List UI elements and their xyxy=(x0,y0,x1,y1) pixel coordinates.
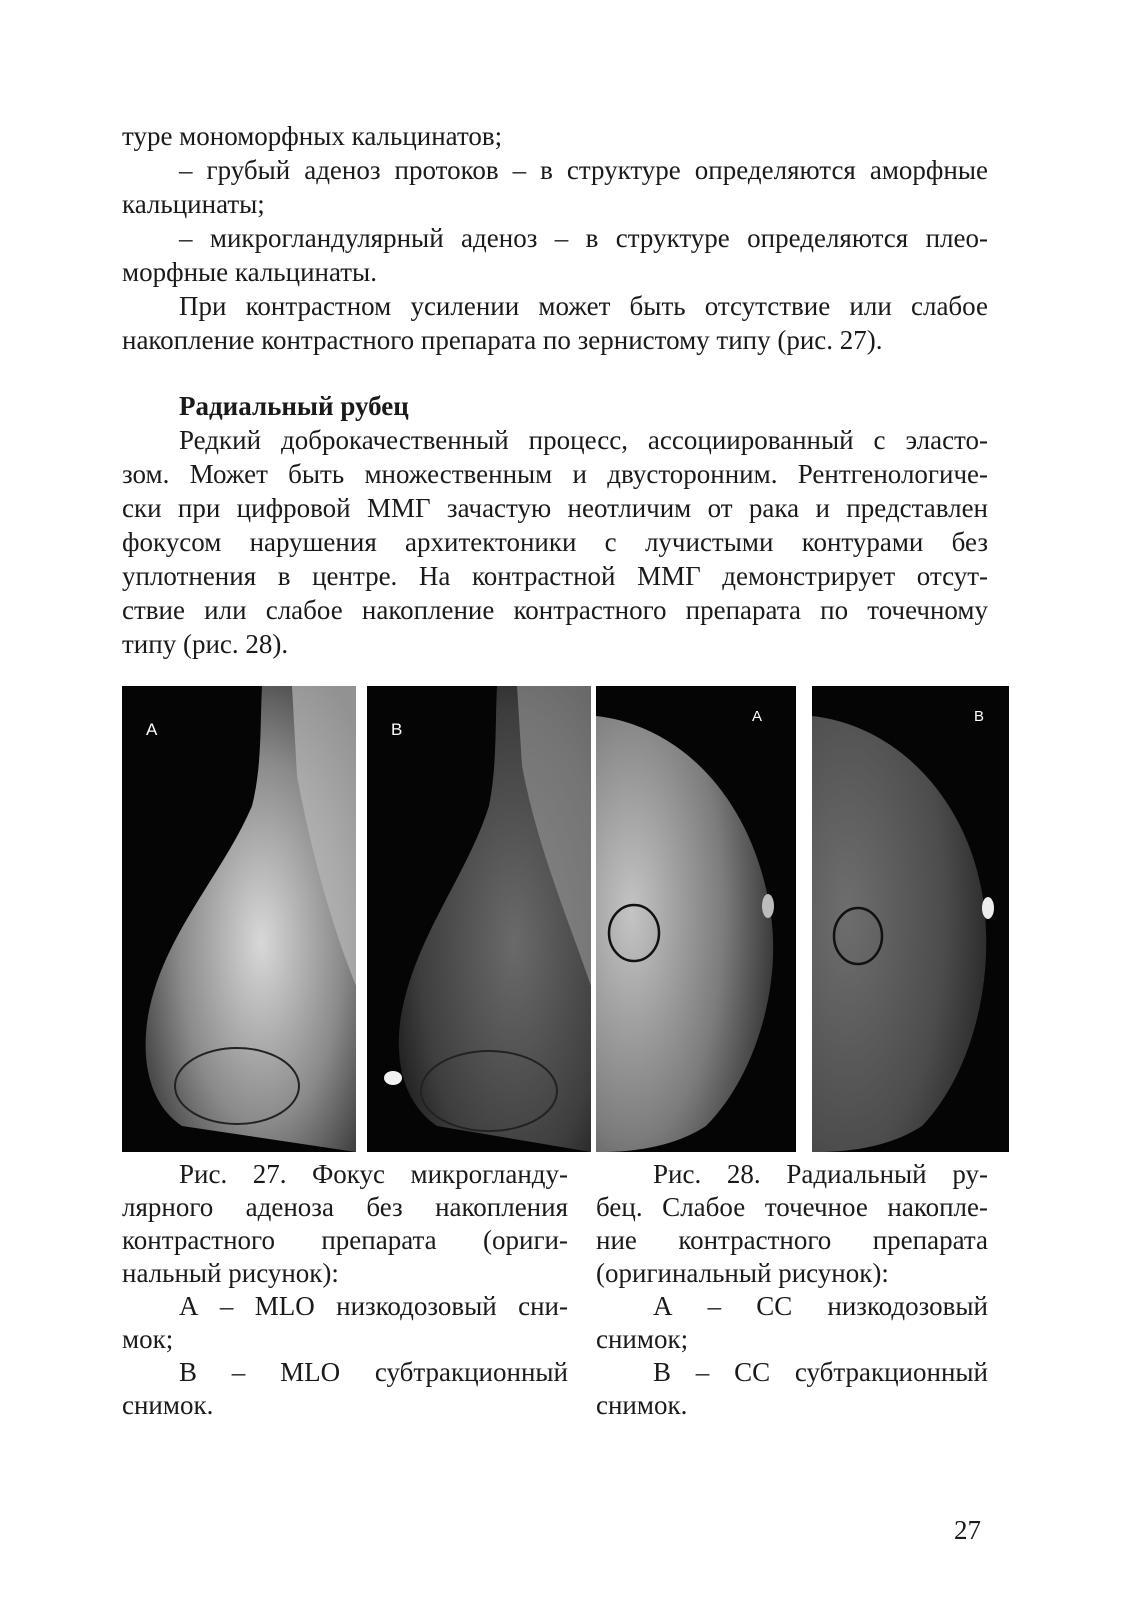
body-line: типу (рис. 28). xyxy=(122,629,289,659)
body-line: ски при цифровой ММГ зачастую неотличим от рака и представлен xyxy=(122,493,988,523)
fig28-caption-line: Рис. 28. Радиальный ру- xyxy=(653,1159,988,1189)
fig27-caption-line: снимок. xyxy=(122,1390,214,1420)
body-line: морфные кальцинаты. xyxy=(122,257,377,287)
page-number: 27 xyxy=(954,1515,981,1545)
fig27-caption-line: В – MLO субтракционный xyxy=(179,1357,568,1387)
fig27-caption-line: контрастного препарата (ориги- xyxy=(122,1225,568,1255)
fig28-caption-line: (оригинальный рисунок): xyxy=(596,1258,889,1288)
fig28-caption-line: снимок. xyxy=(596,1390,688,1420)
fig28-panel-b xyxy=(812,686,1009,1152)
fig28-caption-line: снимок; xyxy=(596,1324,689,1354)
fig28-caption-line: ние контрастного препарата xyxy=(596,1225,988,1255)
fig28-caption-line: В – СС субтракционный xyxy=(653,1357,988,1387)
section-heading: Радиальный рубец xyxy=(179,391,409,421)
fig27-caption-line: Рис. 27. Фокус микрогланду- xyxy=(179,1159,568,1189)
panel-label: B xyxy=(974,708,985,725)
body-line: зом. Может быть множественным и двусторонним. Рентгенологиче- xyxy=(122,459,988,489)
body-line: При контрастном усилении может быть отсутствие или слабое xyxy=(179,291,988,321)
fig27-caption-line: нальный рисунок): xyxy=(122,1258,339,1288)
fig27-caption-line: А – MLO низкодозовый сни- xyxy=(179,1291,568,1321)
body-line: ствие или слабое накопление контрастного препарата по точечному xyxy=(122,595,988,625)
panel-label: A xyxy=(752,708,763,725)
body-line: уплотнения в центре. На контрастной ММГ демонстрирует отсут- xyxy=(122,561,988,591)
fig28-caption-line: бец. Слабое точечное накопле- xyxy=(596,1192,988,1222)
body-line: накопление контрастного препарата по зернистому типу (рис. 27). xyxy=(122,325,883,355)
body-line: – грубый аденоз протоков – в структуре определяются аморфные xyxy=(179,155,988,185)
body-line: Редкий доброкачественный процесс, ассоциированный с эласто- xyxy=(179,425,988,455)
fig27-caption-line: мок; xyxy=(122,1324,174,1354)
fig27-panel-b xyxy=(367,686,591,1152)
body-line: – микрогландулярный аденоз – в структуре определяются плео- xyxy=(179,223,988,253)
fig27-panel-a xyxy=(122,686,356,1152)
panel-label: A xyxy=(146,720,158,739)
fig28-caption-line: А – СС низкодозовый xyxy=(653,1291,988,1321)
fig28-panel-a xyxy=(596,686,796,1152)
body-line: фокусом нарушения архитектоники с лучистыми контурами без xyxy=(122,527,988,557)
body-line: туре мономорфных кальцинатов; xyxy=(122,121,503,151)
body-line: кальцинаты; xyxy=(122,189,265,219)
fig27-caption-line: лярного аденоза без накопления xyxy=(122,1192,568,1222)
panel-label: B xyxy=(391,720,403,739)
